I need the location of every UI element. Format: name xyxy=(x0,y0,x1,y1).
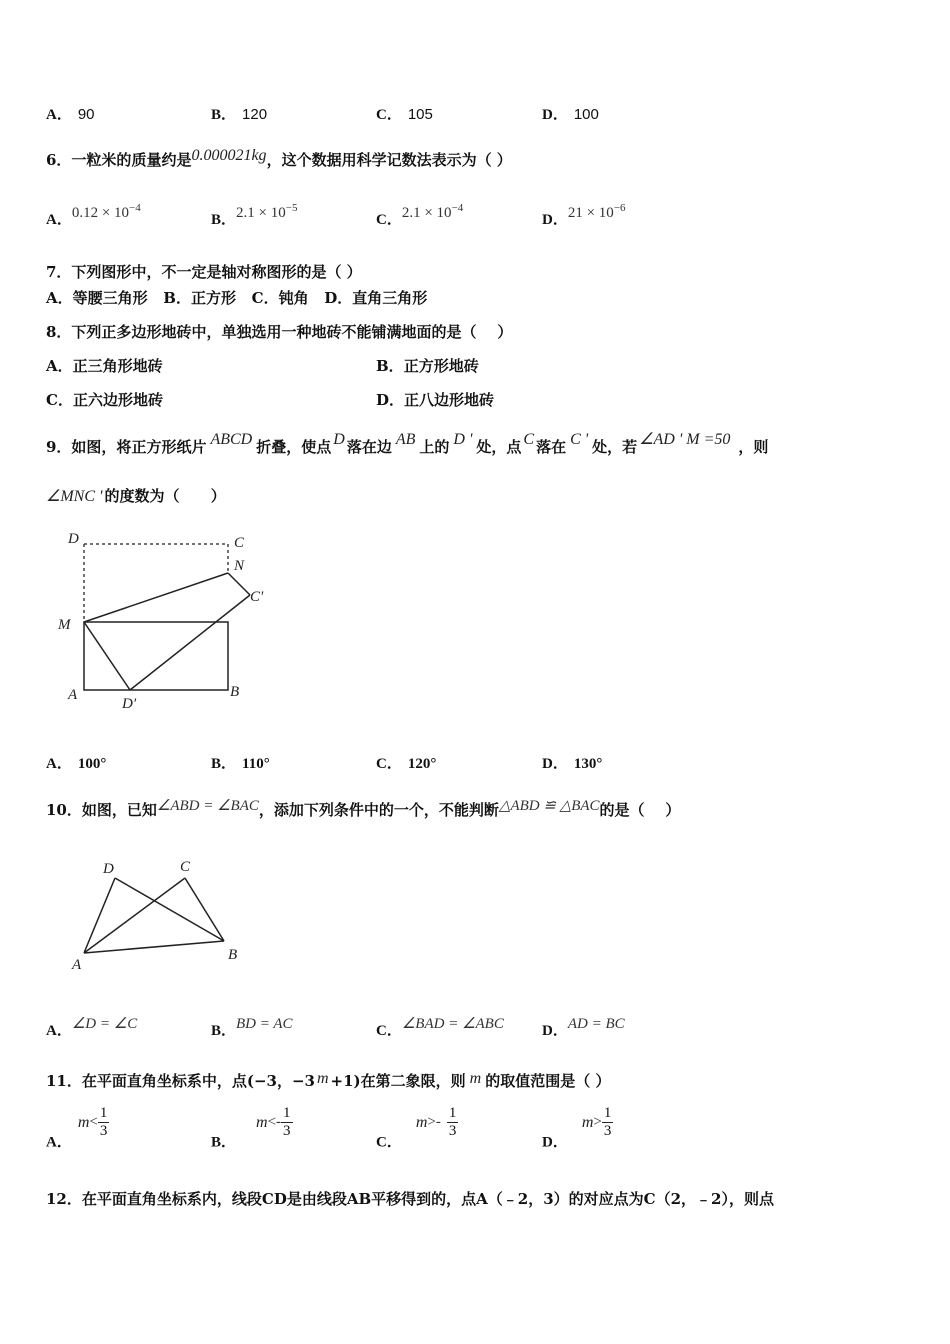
text: ，添加下列条件中的一个，不能判断 xyxy=(258,801,499,819)
q12-stem: 12．在平面直角坐标系内，线段CD是由线段AB平移得到的，点A（﹣2，3）的对应点为C（2，﹣2），则点 xyxy=(46,1190,774,1208)
denominator: 3 xyxy=(283,1123,291,1139)
fold-line-mn xyxy=(84,573,228,622)
q6-option-b xyxy=(211,202,298,229)
numerator: 1 xyxy=(99,1105,108,1121)
option-label: C． xyxy=(376,107,402,123)
option-label: C． xyxy=(376,1134,402,1151)
math: ABCD xyxy=(210,431,253,448)
option-value: 105 xyxy=(407,106,433,123)
q11-option-c xyxy=(376,1105,458,1152)
option-rel: <- xyxy=(267,1114,282,1130)
segment-md xyxy=(84,622,130,690)
option-value: 正三角形地砖 xyxy=(72,357,163,375)
q8-option-a xyxy=(46,355,163,376)
math: ∠ABD = ∠BAC xyxy=(156,798,259,814)
option-value: 100° xyxy=(77,756,107,772)
q11-option-a xyxy=(46,1105,109,1152)
label-d: D xyxy=(103,861,114,877)
option-label: B． xyxy=(211,1023,237,1039)
option-value: 110° xyxy=(242,756,270,772)
q8-stem: 8．下列正多边形地砖中，单独选用一种地砖不能铺满地面的是（ ） xyxy=(46,323,513,341)
q7-stem: 7．下列图形中，不一定是轴对称图形的是（ ） xyxy=(46,263,362,281)
q9-figure xyxy=(50,525,280,715)
segment-cb xyxy=(185,878,224,941)
math: m xyxy=(316,1070,329,1087)
option-label: B． xyxy=(211,756,237,772)
text: 处，点 xyxy=(476,438,522,456)
option-exponent: −4 xyxy=(451,202,464,214)
q8-option-c xyxy=(46,389,163,410)
q10-stem xyxy=(46,799,680,820)
option-label: D． xyxy=(542,1023,568,1039)
option-rel: > xyxy=(593,1114,602,1130)
segment-ab xyxy=(84,941,224,953)
q6-suffix: ，这个数据用科学记数法表示为（ ） xyxy=(266,151,512,169)
option-label: A． xyxy=(46,212,72,228)
label-c-prime: C' xyxy=(250,589,264,605)
math: m xyxy=(469,1070,482,1087)
option-label: A． xyxy=(46,1023,72,1039)
option-value: AD = BC xyxy=(567,1016,625,1032)
text: +1)在第二象限，则 xyxy=(330,1072,466,1090)
option-value: 正方形地砖 xyxy=(403,357,479,375)
numerator: 1 xyxy=(283,1105,291,1121)
label-b: B xyxy=(228,947,238,963)
denominator: 3 xyxy=(99,1123,108,1139)
text: 9．如图，将正方形纸片 xyxy=(46,438,207,456)
math: ∠AD ' M =50 xyxy=(639,431,731,448)
q8-option-d xyxy=(376,389,494,410)
q9-stem-line1 xyxy=(46,431,769,457)
q6-option-c xyxy=(376,202,464,229)
option-label: B． xyxy=(376,357,404,375)
option-value: 正八边形地砖 xyxy=(404,391,495,409)
q5-option-a xyxy=(46,103,95,124)
math: D xyxy=(333,431,345,448)
math: AB xyxy=(395,431,416,448)
q6-math: 0.000021kg xyxy=(191,147,267,164)
option-base: 21 × 10 xyxy=(567,205,614,221)
q6-stem xyxy=(46,149,512,170)
option-rel: >- xyxy=(427,1114,441,1130)
text: 的是（ ） xyxy=(599,801,681,819)
fraction xyxy=(98,1105,110,1140)
option-value: 正六边形地砖 xyxy=(72,391,163,409)
q10-figure xyxy=(60,855,260,975)
fraction xyxy=(447,1105,459,1140)
text: 10．如图，已知 xyxy=(46,801,157,819)
option-var: m xyxy=(77,1113,90,1131)
numerator: 1 xyxy=(448,1105,457,1121)
option-label: A． xyxy=(46,756,72,772)
math: △ABD ≌ △BAC xyxy=(498,798,600,814)
denominator: 3 xyxy=(448,1123,457,1139)
label-b: B xyxy=(230,684,240,700)
option-rel: < xyxy=(89,1114,98,1130)
option-label: B． xyxy=(211,212,237,228)
option-exponent: −5 xyxy=(285,202,298,214)
math: C ' xyxy=(570,431,589,448)
option-label: C． xyxy=(46,391,73,409)
text: 的度数为（ ） xyxy=(104,487,226,505)
q9-option-c xyxy=(376,752,436,773)
q10-option-a xyxy=(46,1016,138,1040)
fraction xyxy=(602,1105,614,1140)
option-label: D． xyxy=(542,1134,568,1151)
option-label: D． xyxy=(376,391,405,409)
q10-option-d xyxy=(542,1016,625,1040)
math: D ' xyxy=(453,431,473,448)
option-var: m xyxy=(256,1113,268,1131)
option-var: m xyxy=(415,1113,428,1131)
q11-option-d xyxy=(542,1105,613,1152)
label-d-prime: D' xyxy=(122,696,137,712)
option-label: D． xyxy=(542,756,568,772)
option-label: C． xyxy=(376,212,402,228)
label-c: C xyxy=(234,535,245,551)
option-base: 2.1 × 10 xyxy=(236,205,286,221)
math: ∠MNC ' xyxy=(46,488,103,505)
q8-option-b xyxy=(376,355,479,376)
q6-option-a xyxy=(46,202,141,229)
option-value: 90 xyxy=(77,106,95,123)
option-value: 100 xyxy=(573,106,599,123)
q7-options: A．等腰三角形 B．正方形 C．钝角 D．直角三角形 xyxy=(46,289,428,307)
q6-option-d xyxy=(542,202,626,229)
label-n: N xyxy=(234,558,245,574)
segment-nc xyxy=(228,573,250,595)
option-label: C． xyxy=(376,756,402,772)
label-c: C xyxy=(180,859,191,875)
option-value: ∠D = ∠C xyxy=(71,1016,138,1032)
segment-dc xyxy=(130,595,250,690)
option-exponent: −6 xyxy=(613,202,626,214)
q9-option-a xyxy=(46,752,106,773)
option-value: ∠BAD = ∠ABC xyxy=(401,1016,504,1032)
option-label: A． xyxy=(46,357,73,375)
option-base: 2.1 × 10 xyxy=(401,205,452,221)
label-d: D xyxy=(68,531,79,547)
q9-option-d xyxy=(542,752,602,773)
option-base: 0.12 × 10 xyxy=(71,205,130,221)
q10-option-b xyxy=(211,1016,293,1040)
q9-option-b xyxy=(211,752,270,773)
text: 落在 xyxy=(536,438,567,456)
label-m: M xyxy=(58,617,71,633)
option-label: A． xyxy=(46,107,72,123)
label-a: A xyxy=(72,957,82,973)
text: ，则 xyxy=(738,438,769,456)
text: 落在边 xyxy=(346,438,392,456)
q5-option-b xyxy=(211,103,267,124)
denominator: 3 xyxy=(603,1123,612,1139)
segment-db xyxy=(115,878,224,941)
q11-option-b xyxy=(211,1105,293,1152)
q11-stem xyxy=(46,1070,610,1091)
option-exponent: −4 xyxy=(129,202,141,214)
text: 上的 xyxy=(419,438,450,456)
text: 处，若 xyxy=(592,438,638,456)
text: 折叠，使点 xyxy=(256,438,332,456)
option-label: D． xyxy=(542,212,568,228)
q9-stem-line2 xyxy=(46,485,226,506)
option-value: BD = AC xyxy=(236,1016,293,1032)
option-label: B． xyxy=(211,1134,237,1151)
text: 的取值范围是（ ） xyxy=(485,1072,611,1090)
option-label: A． xyxy=(46,1134,72,1151)
label-a: A xyxy=(68,687,78,703)
q5-option-d xyxy=(542,103,599,124)
q6-prefix: 6．一粒米的质量约是 xyxy=(46,151,192,169)
option-value: 120 xyxy=(242,106,268,123)
fraction xyxy=(281,1105,293,1140)
option-value: 120° xyxy=(407,756,437,772)
option-label: C． xyxy=(376,1023,402,1039)
square-bottom-part xyxy=(84,622,228,690)
q5-option-c xyxy=(376,103,433,124)
option-label: B． xyxy=(211,107,237,123)
text: 11．在平面直角坐标系中，点(−3，−3 xyxy=(46,1072,315,1090)
option-label: D． xyxy=(542,107,568,123)
option-var: m xyxy=(581,1113,594,1131)
math: C xyxy=(523,431,535,448)
q10-option-c xyxy=(376,1016,504,1040)
numerator: 1 xyxy=(603,1105,612,1121)
option-value: 130° xyxy=(573,756,603,772)
